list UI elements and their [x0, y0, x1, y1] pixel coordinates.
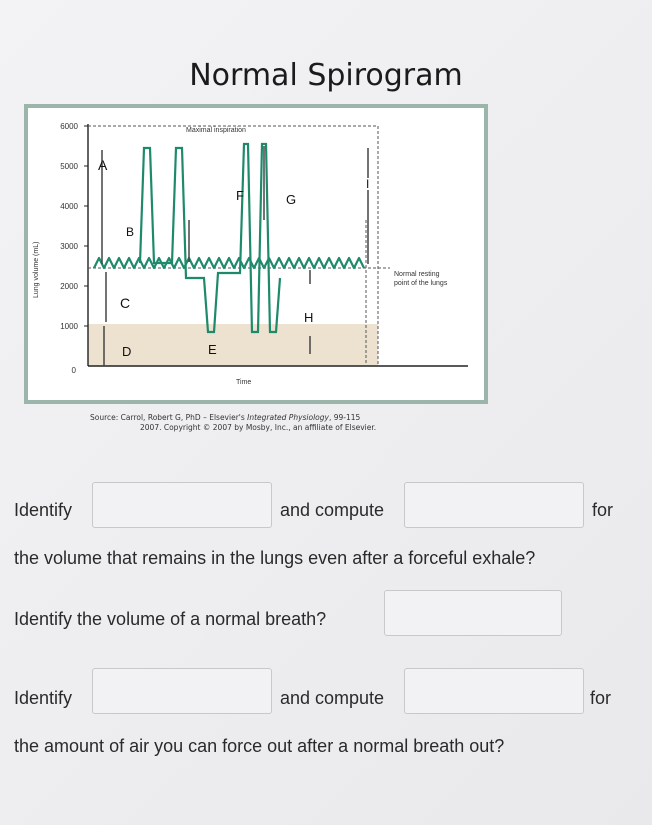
source-prefix: Source: Carrol, Robert G, PhD – Elsevier's: [90, 413, 245, 422]
spirogram-chart: [28, 108, 484, 400]
q1-identify-text: Identify: [14, 500, 73, 520]
y-tick-5000: 5000: [60, 162, 78, 171]
y-tick-4000: 4000: [60, 202, 78, 211]
source-italic: Integrated Physiology: [247, 413, 329, 422]
label-c: C: [120, 295, 131, 311]
y-tick-3000: 3000: [60, 242, 78, 251]
label-g: G: [286, 192, 297, 207]
spirogram-trace: [94, 258, 364, 268]
q1-question-text: the volume that remains in the lungs even after a forceful exhale?: [14, 548, 536, 568]
q3-question-text: the amount of air you can force out after a normal breath out?: [14, 736, 505, 756]
label-i: I: [366, 177, 370, 191]
y-axis-label: Lung volume (mL): [33, 241, 40, 298]
y-tick-6000: 6000: [60, 122, 78, 131]
q1-compute-text: and compute: [280, 500, 385, 520]
source-line2: 2007. Copyright © 2007 by Mosby, Inc., an affiliate of Elsevier.: [140, 423, 377, 432]
page-title: Normal Spirogram: [189, 58, 463, 93]
label-h: H: [304, 310, 314, 325]
spirogram-figure: [24, 104, 488, 404]
label-b: B: [126, 225, 135, 239]
q3-compute-text: and compute: [280, 688, 385, 708]
deep-breath-trace: [140, 144, 280, 332]
normal-resting-label-1: Normal resting: [394, 271, 440, 278]
label-d: D: [122, 344, 132, 359]
q1-for-text: for: [592, 500, 614, 520]
normal-resting-label-2: point of the lungs: [394, 280, 448, 287]
q1-compute-answer-box[interactable]: [404, 482, 584, 528]
y-tick-1000: 1000: [60, 322, 78, 331]
q3-identify-answer-box[interactable]: [92, 668, 272, 714]
q3-compute-answer-box[interactable]: [404, 668, 584, 714]
y-tick-0: 0: [71, 366, 76, 375]
figure-source: [90, 413, 490, 433]
residual-volume-shade: [88, 324, 378, 366]
q2-answer-box[interactable]: [384, 590, 562, 636]
label-e: E: [208, 342, 217, 357]
label-a: A: [98, 157, 108, 173]
q3-identify-text: Identify: [14, 688, 73, 708]
x-axis-label: Time: [236, 379, 252, 386]
q1-identify-answer-box[interactable]: [92, 482, 272, 528]
max-inspiration-label: Maximal inspiration: [186, 127, 246, 134]
y-tick-2000: 2000: [60, 282, 78, 291]
label-f: F: [236, 188, 244, 203]
source-suffix: , 99-115: [328, 413, 361, 422]
q2-question-text: Identify the volume of a normal breath?: [14, 609, 327, 629]
q3-for-text: for: [590, 688, 612, 708]
